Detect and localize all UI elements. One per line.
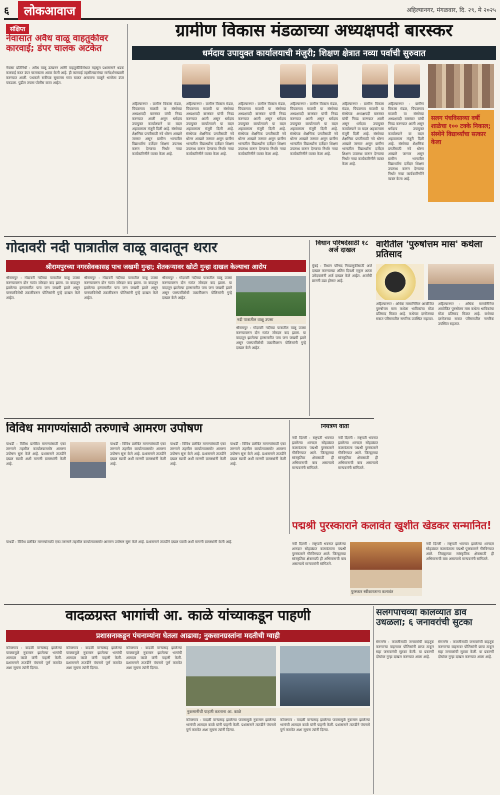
andolan-headline: विविध मागण्यांसाठी तरुणाचे आमरण उपोषण xyxy=(6,422,203,435)
godavari-body: श्रीरामपुर : गोदावरी नदीच्या पात्रातील वाळू उपसा करण्यावरून दोन गटांत जोरदार वाद झाला. या वादातून झालेल्या हाणामारीत पाच जण जखमी झाले असून परस्परविरोधी तक्रारींवरून पोलिसांनी गुन्हे दाखल केले आहेत. xyxy=(6,276,80,300)
column-rule xyxy=(309,240,310,416)
brief-tag: संक्षिप्त xyxy=(6,24,29,34)
lead-body: अहिल्यानगर : ग्रामीण विकास मंडळ, पिंपळगाव माळवी या संस्थेच्या अध्यक्षपदी बारस्कर यांची निवड करण्यात आली असून धर्मदाय उपायुक्त कार्यालयाने या बदल अहवालाला मंजुरी दिली आहे. संस्थेच्या शैक्षणिक प्रगतीसाठी नवे धोरण आखले जाणार असून ग्रामीण भागातील विद्यार्थ्यांना दर्जेदार शिक्षण उपलब्ध करून देण्याचा निर्धार नव्या कार्यकारिणीने व्यक्त केला आहे. xyxy=(132,102,182,156)
kale-photo-caption: नुकसानीची पाहणी करताना आ. काळे xyxy=(186,708,370,716)
andolan-body-col3: पाथर्डी : विविध प्रलंबित मागण्यांसाठी एका तरुणाने तहसील कार्यालयासमोर आमरण उपोषण सुरू केले आहे. प्रशासनाने तातडीने दखल घ्यावी अशी मागणी ग्रामस्थांनी केली आहे. xyxy=(170,442,226,466)
brief-headline: नेवासात अवैध वाळू वाहतुकीवर कारवाई; डंपर चालक अटकेत xyxy=(6,34,109,55)
godavari-body-col3: श्रीरामपुर : गोदावरी नदीच्या पात्रातील वाळू उपसा करण्यावरून दोन गटांत जोरदार वाद झाला. या वादातून झालेल्या हाणामारीत पाच जण जखमी झाले असून परस्परविरोधी तक्रारींवरून पोलिसांनी गुन्हे दाखल केले आहेत. xyxy=(162,276,232,300)
padmashri-body-col3: नवी दिल्ली : राष्ट्रपती भवनात झालेल्या शानदार सोहळ्यात कलावंताला पद्मश्री पुरस्काराने गौरविण्यात आले. जिल्ह्याच्या सांस्कृतिक क्षेत्रासाठी ही अभिमानाची बाब असल्याचे मान्यवरांनी सांगितले. xyxy=(292,542,346,566)
purushottam-body: अहिल्यानगर : अधिक मासानिमित्त आयोजित पुरुषोत्तम मास कथेला भाविकांचा मोठा प्रतिसाद मिळत आहे. कथेच्या दररोजच्या सत्रात परिसरातील नागरिक उपस्थित राहतात. xyxy=(376,302,434,321)
portrait-photo xyxy=(394,64,420,98)
lead-subhead: धर्मदाय उपायुक्त कार्यालयाची मंजुरी; शिक्षण क्षेत्रात नव्या पर्वाची सुरुवात xyxy=(132,46,496,60)
group-photo xyxy=(428,64,494,108)
kale-headline: वादळग्रस्त भागांची आ. काळे यांच्याकडून पाहणी xyxy=(65,608,311,624)
padmashri-headline: पद्मश्री पुरस्काराने कलावंत खुशीत खेडकर सन्मानित! xyxy=(292,520,492,532)
lead-body-col3: अहिल्यानगर : ग्रामीण विकास मंडळ, पिंपळगाव माळवी या संस्थेच्या अध्यक्षपदी बारस्कर यांची निवड करण्यात आली असून धर्मदाय उपायुक्त कार्यालयाने या बदल अहवालाला मंजुरी दिली आहे. संस्थेच्या शैक्षणिक प्रगतीसाठी नवे धोरण आखले जाणार असून ग्रामीण भागातील विद्यार्थ्यांना दर्जेदार शिक्षण उपलब्ध करून देण्याचा निर्धार नव्या कार्यकारिणीने व्यक्त केला आहे. xyxy=(238,102,286,156)
vidhan-headline: विधान परिषदेसाठी १८ अर्ज दाखल xyxy=(315,240,369,255)
lead-body-col2: अहिल्यानगर : ग्रामीण विकास मंडळ, पिंपळगाव माळवी या संस्थेच्या अध्यक्षपदी बारस्कर यांची निवड करण्यात आली असून धर्मदाय उपायुक्त कार्यालयाने या बदल अहवालाला मंजुरी दिली आहे. संस्थेच्या शैक्षणिक प्रगतीसाठी नवे धोरण आखले जाणार असून ग्रामीण भागातील विद्यार्थ्यांना दर्जेदार शिक्षण उपलब्ध करून देण्याचा निर्धार नव्या कार्यकारिणीने व्यक्त केला आहे. xyxy=(186,102,234,156)
kale-subhead: प्रशासनाकडून पंचनाम्यांना घेतला आढावा; नुकसानग्रस्तांना मदतीची ग्वाही xyxy=(6,630,370,642)
purushottam-headline: वारीतील 'पुरुषोत्तम मास' कथेला प्रतिसाद xyxy=(376,240,483,261)
newspaper-logo: लोकआवाज xyxy=(18,1,81,20)
brief-body: नेवासा प्रतिनिधी : अवैध वाळू उत्खनन आणि वाहतुकीविरोधात महसूल प्रशासनाने धडक कारवाई करत डंपर चालकाला अटक केली आहे. ही कारवाई तहसीलदारांच्या मार्गदर्शनाखाली करण्यात आली. पथकाने रात्रीच्या सुमारास गस्त घालत असताना वाळूने भरलेला डंपर पकडला. पुढील तपास पोलीस करत आहेत. xyxy=(6,66,124,85)
column-rule xyxy=(289,420,290,534)
padmashri-body-col4: नवी दिल्ली : राष्ट्रपती भवनात झालेल्या शानदार सोहळ्यात कलावंताला पद्मश्री पुरस्काराने गौरविण्यात आले. जिल्ह्याच्या सांस्कृतिक क्षेत्रासाठी ही अभिमानाची बाब असल्याचे मान्यवरांनी सांगितले. xyxy=(426,542,494,561)
kale-body-col3: कोपरगाव : वादळी वाऱ्यासह झालेल्या पावसामुळे नुकसान झालेल्या भागांची आमदार काळे यांनी पाहणी केली. प्रशासनाने तातडीने पंचनामे पूर्ण करावेत अशा सूचना त्यांनी दिल्या. xyxy=(126,646,182,670)
section-divider xyxy=(4,418,374,419)
godavari-body-col2: श्रीरामपुर : गोदावरी नदीच्या पात्रातील वाळू उपसा करण्यावरून दोन गटांत जोरदार वाद झाला. या वादातून झालेल्या हाणामारीत पाच जण जखमी झाले असून परस्परविरोधी तक्रारींवरून पोलिसांनी गुन्हे दाखल केले आहेत. xyxy=(84,276,158,300)
kale-body-col2: कोपरगाव : वादळी वाऱ्यासह झालेल्या पावसामुळे नुकसान झालेल्या भागांची आमदार काळे यांनी पाहणी केली. प्रशासनाने तातडीने पंचनामे पूर्ण करावेत अशा सूचना त्यांनी दिल्या. xyxy=(66,646,122,670)
godavari-subhead: श्रीरामपुरच्या नगरसेवकासह पाच जखमी गुन्हा; शेतकऱ्यावर खोटी गुन्हा दाखल केल्याचा आरोप xyxy=(6,260,306,272)
kale-body-col5: कोपरगाव : वादळी वाऱ्यासह झालेल्या पावसामुळे नुकसान झालेल्या भागांची आमदार काळे यांनी पाहणी केली. प्रशासनाने तातडीने पंचनामे पूर्ण करावेत अशा सूचना त्यांनी दिल्या. xyxy=(280,718,370,732)
andolan-body-cont: पाथर्डी : विविध प्रलंबित मागण्यांसाठी एका तरुणाने तहसील कार्यालयासमोर आमरण उपोषण सुरू केले आहे. प्रशासनाने तातडीने दखल घ्यावी अशी मागणी ग्रामस्थांनी केली आहे. xyxy=(6,540,233,544)
lead-body-col6: अहिल्यानगर : ग्रामीण विकास मंडळ, पिंपळगाव माळवी या संस्थेच्या अध्यक्षपदी बारस्कर यांची निवड करण्यात आली असून धर्मदाय उपायुक्त कार्यालयाने या बदल अहवालाला मंजुरी दिली आहे. संस्थेच्या शैक्षणिक प्रगतीसाठी नवे धोरण आखले जाणार असून ग्रामीण भागातील विद्यार्थ्यांना दर्जेदार शिक्षण उपलब्ध करून देण्याचा निर्धार नव्या कार्यकारिणीने व्यक्त केला आहे. xyxy=(388,102,424,181)
purushottam-body-col2: अहिल्यानगर : अधिक मासानिमित्त आयोजित पुरुषोत्तम मास कथेला भाविकांचा मोठा प्रतिसाद मिळत आहे. कथेच्या दररोजच्या सत्रात परिसरातील नागरिक उपस्थित राहतात. xyxy=(438,302,494,326)
highlight-box-text: सलग पंचविसाव्या वर्षी शाळेचा १०० टक्के निकाल; संस्थेने विद्यार्थ्यांचा सत्कार केला xyxy=(431,115,491,146)
andolan-body-col4: पाथर्डी : विविध प्रलंबित मागण्यांसाठी एका तरुणाने तहसील कार्यालयासमोर आमरण उपोषण सुरू केले आहे. प्रशासनाने तातडीने दखल घ्यावी अशी मागणी ग्रामस्थांनी केली आहे. xyxy=(230,442,286,466)
portrait-photo xyxy=(182,64,210,98)
kale-body-col4: कोपरगाव : वादळी वाऱ्यासह झालेल्या पावसामुळे नुकसान झालेल्या भागांची आमदार काळे यांनी पाहणी केली. प्रशासनाने तातडीने पंचनामे पूर्ण करावेत अशा सूचना त्यांनी दिल्या. xyxy=(186,718,276,732)
portrait-photo xyxy=(312,64,338,98)
portrait-photo xyxy=(280,64,306,98)
site-visit-photo xyxy=(280,646,370,706)
padmashri-body: नवी दिल्ली : राष्ट्रपती भवनात झालेल्या शानदार सोहळ्यात कलावंताला पद्मश्री पुरस्काराने गौरविण्यात आले. जिल्ह्याच्या सांस्कृतिक क्षेत्रासाठी ही अभिमानाची बाब असल्याचे मान्यवरांनी सांगितले. xyxy=(292,436,334,470)
lead-headline: ग्रामीण विकास मंडळाच्या अध्यक्षपदी बारस्कर xyxy=(175,22,453,41)
kalwa-body: संगमनेर : कत्तलीसाठी जनावरांची वाहतूक करणाऱ्या वाहनावर पोलिसांनी छापा टाकून सहा जनावरांची सुटका केली. या प्रकरणी दोघांवर गुन्हा दाखल करण्यात आला आहे. xyxy=(376,640,434,659)
andolan-body-col2: पाथर्डी : विविध प्रलंबित मागण्यांसाठी एका तरुणाने तहसील कार्यालयासमोर आमरण उपोषण सुरू केले आहे. प्रशासनाने तातडीने दखल घ्यावी अशी मागणी ग्रामस्थांनी केली आहे. xyxy=(110,442,166,466)
padmashri-photo-caption: पुरस्कार स्वीकारताना कलावंत xyxy=(350,588,422,596)
padmashri-reporter: नियंत्रण वार्ता xyxy=(321,424,349,430)
kale-body: कोपरगाव : वादळी वाऱ्यासह झालेल्या पावसामुळे नुकसान झालेल्या भागांची आमदार काळे यांनी पाहणी केली. प्रशासनाने तातडीने पंचनामे पूर्ण करावेत अशा सूचना त्यांनी दिल्या. xyxy=(6,646,62,670)
lead-body-col5: अहिल्यानगर : ग्रामीण विकास मंडळ, पिंपळगाव माळवी या संस्थेच्या अध्यक्षपदी बारस्कर यांची निवड करण्यात आली असून धर्मदाय उपायुक्त कार्यालयाने या बदल अहवालाला मंजुरी दिली आहे. संस्थेच्या शैक्षणिक प्रगतीसाठी नवे धोरण आखले जाणार असून ग्रामीण भागातील विद्यार्थ्यांना दर्जेदार शिक्षण उपलब्ध करून देण्याचा निर्धार नव्या कार्यकारिणीने व्यक्त केला आहे. xyxy=(342,102,384,166)
section-divider xyxy=(4,236,496,237)
award-photo xyxy=(350,542,422,588)
dateline: अहिल्यानगर, मंगळवार, दि. २९, मे २०२५ xyxy=(406,7,496,14)
godavari-photo-caption: नदी पात्रातील वाळू उपसा xyxy=(236,316,306,324)
godavari-headline: गोदावरी नदी पात्रातील वाळू वादातून थरार xyxy=(6,240,218,256)
andolan-body: पाथर्डी : विविध प्रलंबित मागण्यांसाठी एका तरुणाने तहसील कार्यालयासमोर आमरण उपोषण सुरू केले आहे. प्रशासनाने तातडीने दखल घ्यावी अशी मागणी ग्रामस्थांनी केली आहे. xyxy=(6,442,66,466)
river-photo xyxy=(236,276,306,316)
godavari-body-col4: श्रीरामपुर : गोदावरी नदीच्या पात्रातील वाळू उपसा करण्यावरून दोन गटांत जोरदार वाद झाला. या वादातून झालेल्या हाणामारीत पाच जण जखमी झाले असून परस्परविरोधी तक्रारींवरून पोलिसांनी गुन्हे दाखल केले आहेत. xyxy=(236,326,306,350)
people-photo xyxy=(428,264,494,300)
pan-photo xyxy=(376,264,424,300)
kalwa-body-col2: संगमनेर : कत्तलीसाठी जनावरांची वाहतूक करणाऱ्या वाहनावर पोलिसांनी छापा टाकून सहा जनावरांची सुटका केली. या प्रकरणी दोघांवर गुन्हा दाखल करण्यात आला आहे. xyxy=(438,640,494,659)
lead-body-col4: अहिल्यानगर : ग्रामीण विकास मंडळ, पिंपळगाव माळवी या संस्थेच्या अध्यक्षपदी बारस्कर यांची निवड करण्यात आली असून धर्मदाय उपायुक्त कार्यालयाने या बदल अहवालाला मंजुरी दिली आहे. संस्थेच्या शैक्षणिक प्रगतीसाठी नवे धोरण आखले जाणार असून ग्रामीण भागातील विद्यार्थ्यांना दर्जेदार शिक्षण उपलब्ध करून देण्याचा निर्धार नव्या कार्यकारिणीने व्यक्त केला आहे. xyxy=(290,102,338,156)
section-divider xyxy=(4,604,496,605)
padmashri-body-col2: नवी दिल्ली : राष्ट्रपती भवनात झालेल्या शानदार सोहळ्यात कलावंताला पद्मश्री पुरस्काराने गौरविण्यात आले. जिल्ह्याच्या सांस्कृतिक क्षेत्रासाठी ही अभिमानाची बाब असल्याचे मान्यवरांनी सांगितले. xyxy=(338,436,378,470)
portrait-photo xyxy=(362,64,388,98)
flood-photo xyxy=(186,646,276,706)
portrait-photo xyxy=(70,442,106,478)
column-rule xyxy=(373,606,374,794)
page-number: ६ xyxy=(4,6,10,17)
vidhan-body: मुंबई : विधान परिषद निवडणुकीसाठी अर्ज दाखल करण्याच्या अंतिम दिवशी एकूण अठरा उमेदवारांनी अर्ज दाखल केले आहेत. अर्जांची छाननी उद्या होणार आहे. xyxy=(312,264,372,283)
masthead xyxy=(4,2,496,20)
kalwa-headline: सलगपाचव्या कालव्यात डाव उधळला; ६ जनावरांची सुटका xyxy=(376,608,473,629)
column-rule xyxy=(127,24,128,234)
